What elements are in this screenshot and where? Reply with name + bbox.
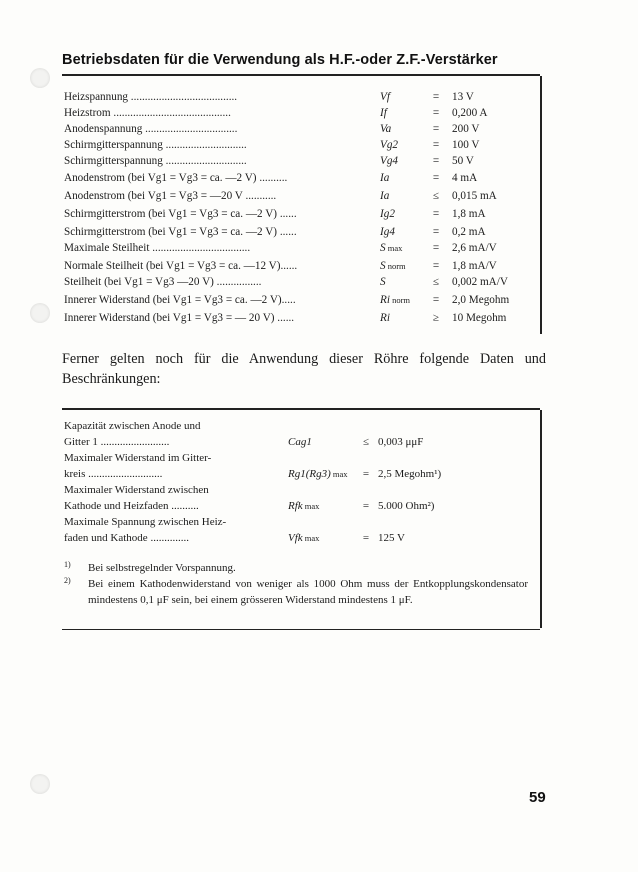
row-relation: =	[432, 226, 440, 238]
table-row	[64, 137, 534, 153]
row-value: 125 V	[378, 532, 405, 544]
row-symbol: Ig4	[380, 226, 395, 238]
row-symbol: Ri	[380, 312, 390, 324]
row-symbol: Vg4	[380, 155, 399, 167]
row-label: Schirmgitterstrom (bei Vg1 = Vg3 = ca. —2 V) ......	[64, 208, 297, 220]
row-symbol: Cag1	[288, 436, 312, 448]
row-value: 10 Megohm	[452, 312, 507, 324]
table-row	[64, 482, 534, 498]
row-symbol: Vfk max	[288, 532, 320, 544]
row-label: Innerer Widerstand (bei Vg1 = Vg3 = — 20 V) ......	[64, 312, 295, 324]
row-relation: =	[432, 123, 440, 135]
intro-paragraph: Ferner gelten noch für die Anwendung dieser Röhre folgende Daten und Beschränkungen:	[62, 351, 546, 387]
row-relation: ≤	[432, 190, 440, 202]
row-symbol-subscript: norm	[389, 295, 411, 305]
punch-hole-top	[30, 68, 50, 88]
row-label: Schirmgitterspannung .............................	[64, 155, 247, 167]
row-value: 4 mA	[452, 172, 478, 184]
row-relation: =	[432, 91, 440, 103]
row-relation: =	[432, 208, 440, 220]
row-relation: =	[432, 139, 440, 151]
row-value: 0,200 A	[452, 107, 488, 119]
limits-bottom-rule	[62, 629, 540, 630]
row-relation: =	[432, 155, 440, 167]
row-relation: =	[362, 468, 370, 480]
row-symbol: Ia	[380, 172, 390, 184]
row-value: 13 V	[452, 91, 474, 103]
table-row	[64, 498, 534, 514]
table-row	[64, 153, 534, 169]
row-relation: ≤	[362, 436, 370, 448]
punch-hole-bottom	[30, 774, 50, 794]
row-label: Maximale Spannung zwischen Heiz-	[64, 516, 227, 528]
row-value: 1,8 mA	[452, 208, 486, 220]
footnote-mark: 2)	[64, 576, 71, 585]
row-symbol: Vf	[380, 91, 390, 103]
section-heading: Betriebsdaten für die Verwendung als H.F.-oder Z.F.-Verstärker	[62, 52, 498, 68]
row-relation: =	[432, 242, 440, 254]
row-value: 1,8 mA/V	[452, 260, 497, 272]
row-label: Gitter 1 .........................	[64, 436, 170, 448]
row-label: Innerer Widerstand (bei Vg1 = Vg3 = ca. —2 V).....	[64, 294, 296, 306]
row-label: Heizstrom ..........................................	[64, 107, 231, 119]
row-symbol: Va	[380, 123, 392, 135]
row-value: 0,003 μμF	[378, 436, 424, 448]
table-row	[64, 105, 534, 121]
row-symbol: If	[380, 107, 387, 119]
row-label: Maximale Steilheit ...................................	[64, 242, 251, 254]
row-symbol: Rfk max	[288, 500, 320, 512]
table-row	[64, 450, 534, 466]
row-label: Normale Steilheit (bei Vg1 = Vg3 = ca. —12 V)......	[64, 260, 298, 272]
table-row	[64, 530, 534, 546]
heading-rule	[62, 74, 540, 76]
row-value: 2,5 Megohm¹)	[378, 468, 442, 480]
page-number: 59	[529, 789, 546, 806]
row-label: Anodenstrom (bei Vg1 = Vg3 = —20 V ...........	[64, 190, 277, 202]
row-label: Steilheit (bei Vg1 = Vg3 —20 V) ................	[64, 276, 262, 288]
row-value: 0,2 mA	[452, 226, 486, 238]
table-row	[64, 514, 534, 530]
row-value: 0,002 mA/V	[452, 276, 508, 288]
row-label: Kathode und Heizfaden ..........	[64, 500, 199, 512]
row-label: Schirmgitterspannung .............................	[64, 139, 247, 151]
row-symbol: S norm	[380, 260, 406, 272]
punch-hole-middle	[30, 303, 50, 323]
table-row	[64, 170, 534, 186]
row-value: 0,015 mA	[452, 190, 497, 202]
table-row	[64, 258, 534, 274]
row-relation: =	[362, 532, 370, 544]
limits-top-rule	[62, 408, 540, 410]
table-row	[64, 274, 534, 290]
limits-side-rule	[540, 410, 542, 628]
row-label: Kapazität zwischen Anode und	[64, 420, 201, 432]
table-row	[64, 310, 534, 326]
row-label: kreis ...........................	[64, 468, 163, 480]
table-row	[64, 466, 534, 482]
row-symbol-subscript: norm	[385, 261, 406, 271]
row-label: Maximaler Widerstand zwischen	[64, 484, 209, 496]
row-symbol: S max	[380, 242, 403, 254]
footnote-mark: 1)	[64, 560, 71, 569]
row-symbol-subscript: max	[302, 533, 320, 543]
row-label: faden und Kathode ..............	[64, 532, 189, 544]
footnote-text: Bei selbstregelnder Vorspannung.	[88, 562, 236, 574]
table-row	[64, 224, 534, 240]
row-relation: =	[432, 260, 440, 272]
table-row	[64, 418, 534, 434]
row-relation: ≥	[432, 312, 440, 324]
table-row	[64, 188, 534, 204]
row-label: Anodenstrom (bei Vg1 = Vg3 = ca. —2 V) ..........	[64, 172, 288, 184]
row-symbol: S	[380, 276, 386, 288]
footnote-text: Bei einem Kathodenwiderstand von weniger als 1000 Ohm muss der Entkopplungskondensator mindestens 0,1 μF sein, bei einem grösseren Widerstand mindestens 1 μF.	[88, 578, 528, 606]
table-side-rule	[540, 76, 542, 334]
table-row	[64, 292, 534, 308]
row-label: Schirmgitterstrom (bei Vg1 = Vg3 = ca. —2 V) ......	[64, 226, 297, 238]
row-relation: ≤	[432, 276, 440, 288]
row-value: 50 V	[452, 155, 474, 167]
table-row	[64, 206, 534, 222]
row-symbol: Rg1(Rg3) max	[288, 468, 348, 480]
row-label: Heizspannung ......................................	[64, 91, 238, 103]
row-symbol: Ri norm	[380, 294, 411, 306]
table-row	[64, 121, 534, 137]
row-value: 100 V	[452, 139, 480, 151]
row-relation: =	[432, 294, 440, 306]
row-symbol: Ig2	[380, 208, 395, 220]
row-symbol-subscript: max	[330, 469, 348, 479]
row-label: Maximaler Widerstand im Gitter-	[64, 452, 212, 464]
row-symbol-subscript: max	[385, 243, 403, 253]
row-value: 2,6 mA/V	[452, 242, 497, 254]
row-value: 2,0 Megohm	[452, 294, 510, 306]
row-symbol-subscript: max	[302, 501, 320, 511]
row-label: Anodenspannung .................................	[64, 123, 238, 135]
row-value: 5.000 Ohm²)	[378, 500, 435, 512]
row-symbol: Ia	[380, 190, 390, 202]
row-symbol: Vg2	[380, 139, 399, 151]
table-row	[64, 240, 534, 256]
row-relation: =	[432, 172, 440, 184]
row-value: 200 V	[452, 123, 480, 135]
row-relation: =	[362, 500, 370, 512]
table-row	[64, 89, 534, 105]
row-relation: =	[432, 107, 440, 119]
table-row	[64, 434, 534, 450]
